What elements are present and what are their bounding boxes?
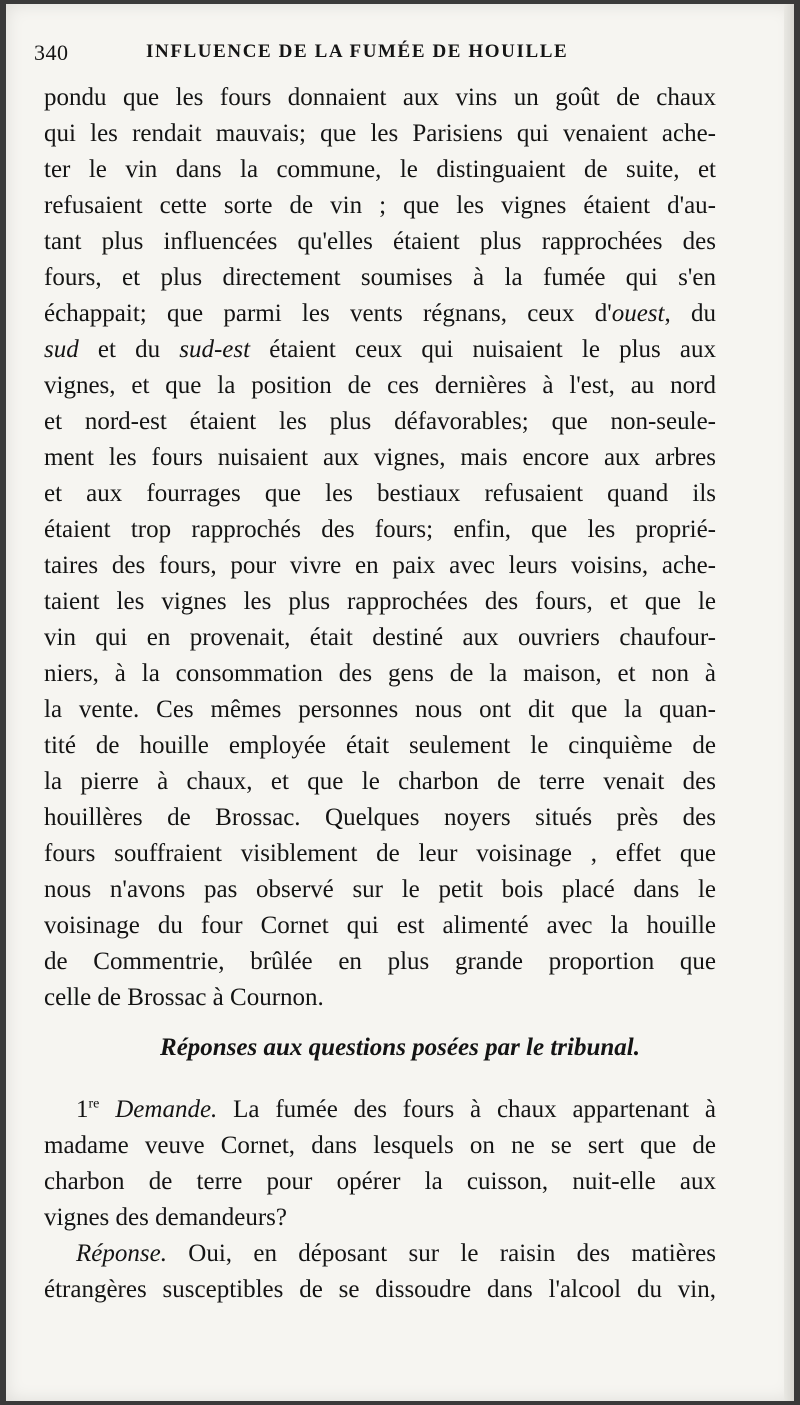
italic-word: sud-est bbox=[179, 336, 251, 363]
answer-line bbox=[44, 1236, 716, 1272]
text-segment: La fumée des fours à chaux appartenant à bbox=[217, 1096, 716, 1123]
text-line: de Commentrie, brûlée en plus grande proportion que bbox=[44, 948, 716, 975]
text-line: étaient trop rapprochés des fours; enfin, que les proprié- bbox=[44, 516, 716, 543]
question-line bbox=[44, 1092, 716, 1128]
text-segment: , du bbox=[664, 300, 716, 327]
italic-word: ouest bbox=[611, 300, 665, 327]
text-line: et nord-est étaient les plus défavorables; que non-seule- bbox=[44, 408, 716, 435]
question-label: Demande. bbox=[115, 1096, 218, 1123]
text-line: niers, à la consommation des gens de la maison, et non à bbox=[44, 660, 716, 687]
page-number: 340 bbox=[34, 40, 69, 65]
text-line: ment les fours nuisaient aux vignes, mais encore aux arbres bbox=[44, 444, 716, 471]
text-line: ter le vin dans la commune, le distinguaient de suite, et bbox=[44, 156, 716, 183]
text-line: vignes, et que la position de ces dernières à l'est, au nord bbox=[44, 372, 716, 399]
answer-line: étrangères susceptibles de se dissoudre dans l'alcool du vin, bbox=[44, 1276, 716, 1303]
text-segment: étaient ceux qui nuisaient le plus aux bbox=[250, 336, 716, 363]
text-line: refusaient cette sorte de vin ; que les vignes étaient d'au- bbox=[44, 192, 716, 219]
text-line bbox=[44, 332, 716, 368]
running-head: INFLUENCE DE LA FUMÉE DE HOUILLE bbox=[146, 41, 569, 62]
text-line: houillères de Brossac. Quelques noyers situés près des bbox=[44, 804, 716, 831]
text-line: qui les rendait mauvais; que les Parisiens qui venaient ache- bbox=[44, 120, 716, 147]
text-segment: et du bbox=[78, 336, 180, 363]
page-edge bbox=[784, 4, 794, 1401]
text-line: nous n'avons pas observé sur le petit bois placé dans le bbox=[44, 876, 716, 903]
text-line: la vente. Ces mêmes personnes nous ont dit que la quan- bbox=[44, 696, 716, 723]
answer-label: Réponse. bbox=[76, 1240, 167, 1267]
body-text bbox=[44, 80, 716, 1308]
section-heading: Réponses aux questions posées par le tribunal. bbox=[160, 1034, 640, 1061]
text-line: vin qui en provenait, était destiné aux ouvriers chaufour- bbox=[44, 624, 716, 651]
page-header bbox=[34, 40, 734, 70]
question-superscript: re bbox=[88, 1096, 100, 1112]
text-segment: échappait; que parmi les vents régnans, ceux d' bbox=[44, 300, 612, 327]
text-line: taient les vignes les plus rapprochées des fours, et que le bbox=[44, 588, 716, 615]
question-line: madame veuve Cornet, dans lesquels on ne se sert que de bbox=[44, 1132, 716, 1159]
text-line: taires des fours, pour vivre en paix avec leurs voisins, ache- bbox=[44, 552, 716, 579]
text-line: fours, et plus directement soumises à la fumée qui s'en bbox=[44, 264, 716, 291]
text-line: et aux fourrages que les bestiaux refusaient quand ils bbox=[44, 480, 716, 507]
text-line: pondu que les fours donnaient aux vins un goût de chaux bbox=[44, 84, 716, 111]
text-line: celle de Brossac à Cournon. bbox=[44, 984, 324, 1011]
text-line: fours souffraient visiblement de leur voisinage , effet que bbox=[44, 840, 716, 867]
text-line: tité de houille employée était seulement le cinquième de bbox=[44, 732, 716, 759]
book-page bbox=[6, 4, 794, 1401]
text-line: tant plus influencées qu'elles étaient plus rapprochées des bbox=[44, 228, 716, 255]
question-line: charbon de terre pour opérer la cuisson, nuit-elle aux bbox=[44, 1168, 716, 1195]
question-line: vignes des demandeurs? bbox=[44, 1204, 287, 1231]
italic-word: sud bbox=[44, 336, 79, 363]
text-segment: Oui, en déposant sur le raisin des matières bbox=[166, 1240, 716, 1267]
question-number: 1 bbox=[76, 1096, 89, 1123]
text-line: la pierre à chaux, et que le charbon de terre venait des bbox=[44, 768, 716, 795]
text-line: voisinage du four Cornet qui est alimenté avec la houille bbox=[44, 912, 716, 939]
text-line bbox=[44, 296, 716, 332]
